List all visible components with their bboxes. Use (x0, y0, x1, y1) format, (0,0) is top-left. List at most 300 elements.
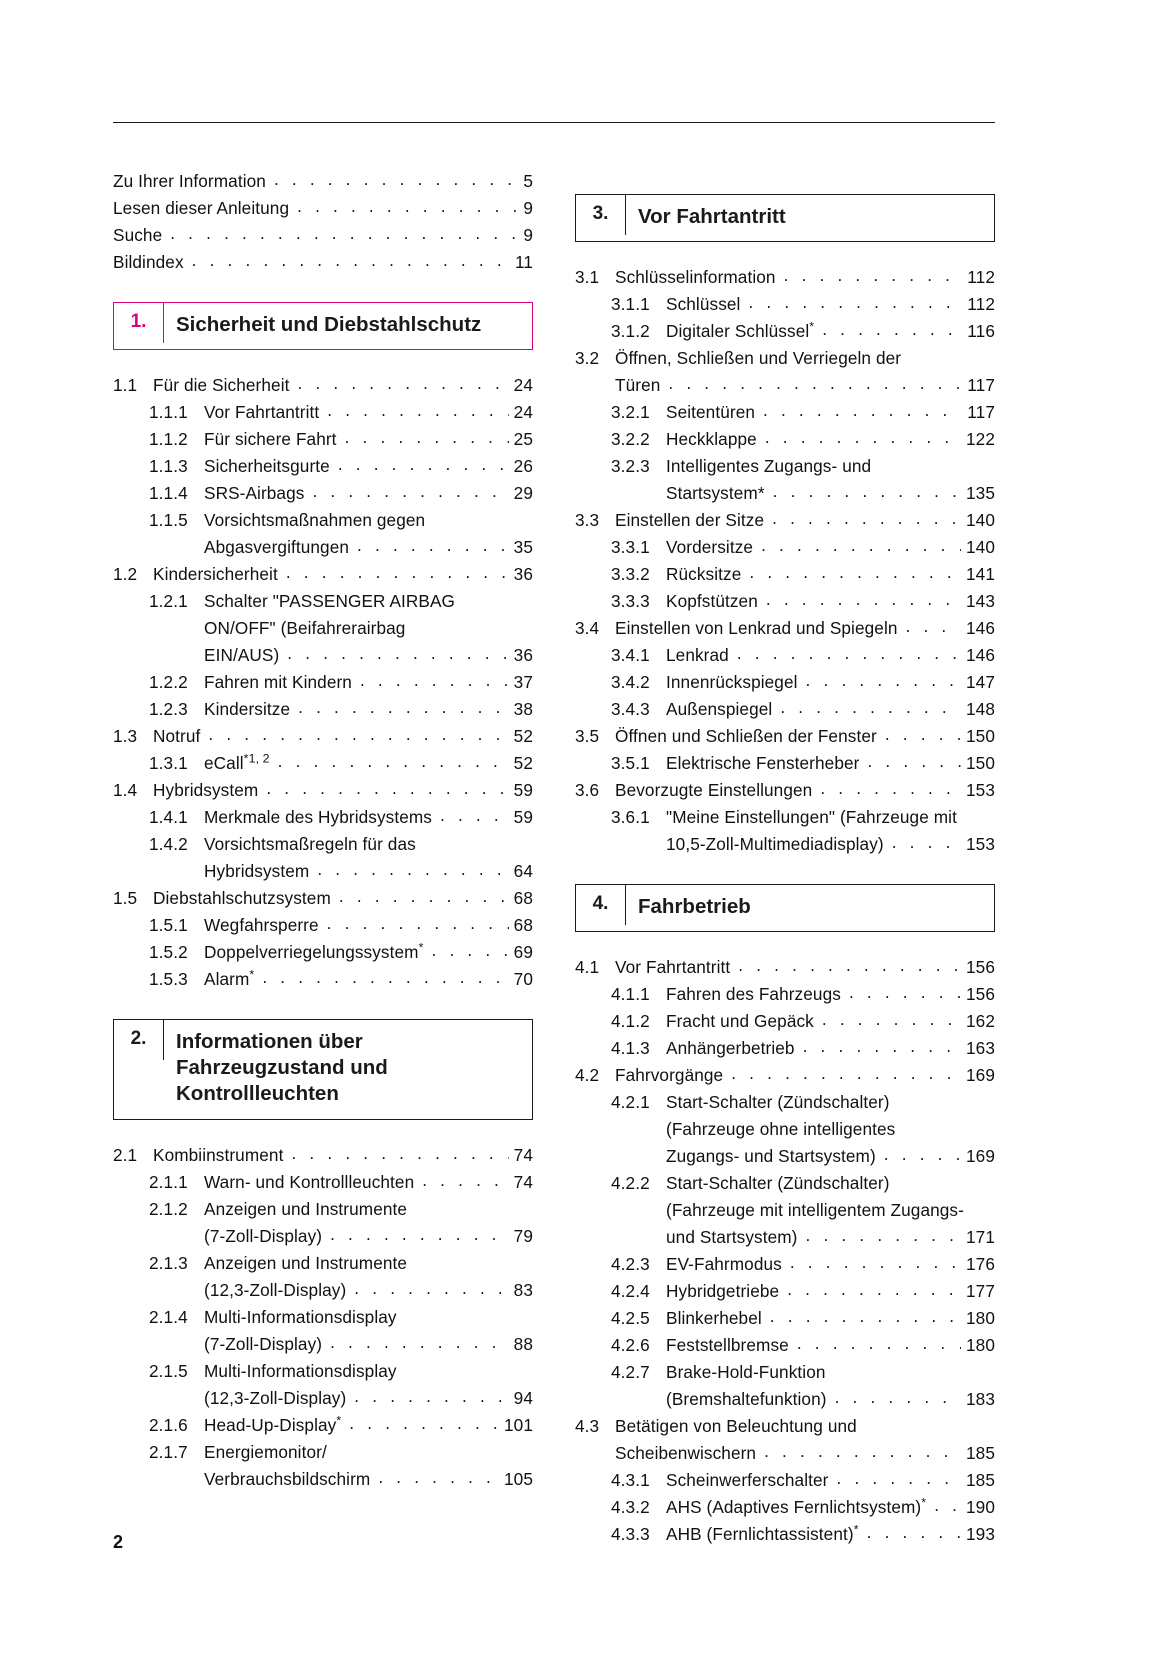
toc-entry-number: 3.4.2 (611, 672, 650, 692)
toc-leader-dots (330, 1329, 509, 1356)
toc-entry-number: 3.2.2 (611, 429, 650, 449)
footnote-marker: * (336, 1413, 342, 1428)
toc-entry-number: 4.2.5 (611, 1308, 650, 1328)
toc-entry-title: Schalter "PASSENGER AIRBAG (204, 591, 456, 611)
toc-entry-page: 163 (966, 1038, 995, 1058)
toc-entry[interactable] (575, 1170, 995, 1197)
toc-entry-title: Wegfahrsperre (204, 915, 319, 935)
chapter-title: Fahrbetrieb (638, 895, 751, 918)
toc-leader-dots (773, 478, 961, 505)
toc-entry-page: 153 (966, 780, 995, 800)
toc-leader-dots (266, 775, 508, 802)
toc-entry-page: 79 (513, 1226, 533, 1246)
toc-entry-title: Energiemonitor/ (204, 1442, 327, 1462)
toc-entry-number: 3.5.1 (611, 753, 650, 773)
toc-entry-page: 183 (966, 1389, 995, 1409)
toc-leader-dots (806, 1222, 962, 1249)
front-matter-list (113, 168, 533, 276)
toc-entry[interactable] (575, 723, 995, 750)
toc-entry-title: Suche (113, 225, 163, 245)
toc-entry-number: 1.3.1 (149, 753, 188, 773)
toc-entry-continuation[interactable] (575, 480, 995, 507)
toc-entry-number: 4.2 (575, 1065, 600, 1085)
toc-entry-page: 35 (513, 537, 533, 557)
toc-entry-title: Anhängerbetrieb (666, 1038, 795, 1058)
toc-entry[interactable] (575, 588, 995, 615)
toc-leader-dots (354, 1383, 508, 1410)
toc-entry-title: Scheibenwischern (615, 1443, 757, 1463)
toc-entry[interactable] (575, 291, 995, 318)
toc-entry-title: SRS-Airbags (204, 483, 305, 503)
toc-entry[interactable] (575, 981, 995, 1008)
toc-entry[interactable] (575, 642, 995, 669)
toc-entry-page: 52 (513, 753, 533, 773)
toc-entry-page: 26 (513, 456, 533, 476)
toc-leader-dots (787, 1276, 961, 1303)
toc-entry-title: und Startsystem) (666, 1227, 798, 1247)
toc-entry-number: 3.3.1 (611, 537, 650, 557)
toc-entry-title: Warn- und Kontrollleuchten (204, 1172, 415, 1192)
toc-entry-number: 3.2.3 (611, 456, 650, 476)
toc-entry-number: 4.1.3 (611, 1038, 650, 1058)
toc-entry-number: 3.1.1 (611, 294, 650, 314)
toc-entry-page: 69 (513, 942, 533, 962)
toc-entry[interactable] (575, 1035, 995, 1062)
toc-entry-title: Abgasvergiftungen (204, 537, 350, 557)
toc-entry-page: 117 (967, 375, 995, 395)
toc-entry-number: 1.3 (113, 726, 138, 746)
toc-entry-title: Fahrvorgänge (615, 1065, 724, 1085)
toc-entry-title: Multi-Informationsdisplay (204, 1361, 397, 1381)
toc-leader-dots (892, 829, 961, 856)
toc-column-left (113, 168, 533, 1548)
chapter-title: Informationen über Fahrzeugzustand und Kontrollleuchten (176, 1030, 388, 1105)
toc-entry-title: Heckklappe (666, 429, 757, 449)
toc-entry-page: 83 (513, 1280, 533, 1300)
toc-entry-page: 101 (504, 1415, 533, 1435)
toc-entry[interactable] (575, 696, 995, 723)
toc-entry[interactable] (575, 318, 995, 345)
toc-entry-title: Kombiinstrument (153, 1145, 284, 1165)
toc-entry-title: Fahren des Fahrzeugs (666, 984, 841, 1004)
toc-entry-continuation[interactable] (113, 642, 533, 669)
toc-entry-page: 150 (966, 726, 995, 746)
toc-entry-title: Sicherheitsgurte (204, 456, 330, 476)
toc-entry-number: 3.4.3 (611, 699, 650, 719)
toc-entry[interactable] (113, 1196, 533, 1223)
toc-entry-page: 162 (966, 1011, 995, 1031)
toc-entry[interactable] (113, 912, 533, 939)
toc-entry-continuation[interactable] (113, 1277, 533, 1304)
toc-entry-title: Vor Fahrtantritt (204, 402, 320, 422)
toc-entry-number: 3.3 (575, 510, 600, 530)
toc-entry-title: Vordersitze (666, 537, 754, 557)
toc-leader-dots (330, 1221, 509, 1248)
toc-entry[interactable] (113, 669, 533, 696)
toc-leader-dots (749, 559, 961, 586)
toc-leader-dots (763, 397, 962, 424)
toc-entry-number: 1.5.2 (149, 942, 188, 962)
toc-entry-title: Einstellen der Sitze (615, 510, 765, 530)
toc-entry-number: 1.2.2 (149, 672, 188, 692)
chapter-header-1[interactable] (113, 302, 533, 350)
toc-entry[interactable] (113, 1250, 533, 1277)
toc-entry[interactable] (113, 723, 533, 750)
toc-entry-title: eCall$^{*1, 2}$ (204, 751, 270, 773)
footnote-marker: *1, 2 (243, 751, 270, 766)
toc-leader-dots (738, 952, 961, 979)
toc-entry-page: 105 (504, 1469, 533, 1489)
toc-entry-number: 2.1.3 (149, 1253, 188, 1273)
toc-entry[interactable] (113, 777, 533, 804)
toc-entry-continuation[interactable] (575, 1440, 995, 1467)
chapter-header-2[interactable] (113, 1019, 533, 1120)
toc-entry-number: 1.5.3 (149, 969, 188, 989)
toc-entry-number: 1.1.3 (149, 456, 188, 476)
toc-entry-title: Notruf (153, 726, 201, 746)
toc-entry[interactable] (113, 1304, 533, 1331)
toc-entry-title: Für die Sicherheit (153, 375, 290, 395)
toc-entry-page: 68 (513, 915, 533, 935)
toc-entry-number: 4.3 (575, 1416, 600, 1436)
toc-entry-page: 52 (513, 726, 533, 746)
toc-entry-continuation[interactable] (113, 858, 533, 885)
toc-leader-dots (737, 640, 961, 667)
toc-entry-number: 4.2.7 (611, 1362, 650, 1382)
toc-entry-page: 112 (967, 267, 995, 287)
toc-entry-continuation[interactable] (575, 1224, 995, 1251)
toc-entry-title: Blinkerhebel (666, 1308, 762, 1328)
toc-entry-title: Scheinwerferschalter (666, 1470, 829, 1490)
chapter-entries-1 (113, 372, 533, 993)
toc-entry[interactable] (113, 939, 533, 966)
toc-entry[interactable] (575, 264, 995, 291)
toc-entry-title: EV-Fahrmodus (666, 1254, 782, 1274)
toc-leader-dots (885, 721, 961, 748)
toc-entry[interactable] (575, 561, 995, 588)
toc-entry-continuation[interactable] (575, 1116, 995, 1143)
toc-entry-page: 169 (966, 1065, 995, 1085)
toc-leader-dots (298, 370, 509, 397)
toc-entry-title: EIN/AUS) (204, 645, 280, 665)
toc-entry-number: 1.5.1 (149, 915, 188, 935)
toc-entry-page: 180 (966, 1308, 995, 1328)
toc-columns (113, 168, 995, 1548)
toc-entry-number: 2.1.4 (149, 1307, 188, 1327)
toc-leader-dots (354, 1275, 508, 1302)
toc-entry-title: Diebstahlschutzsystem (153, 888, 331, 908)
toc-entry-page: 94 (513, 1388, 533, 1408)
toc-entry-title: Startsystem* (666, 483, 765, 503)
toc-entry-page: 146 (966, 618, 995, 638)
toc-entry[interactable] (575, 669, 995, 696)
toc-entry-title: Verbrauchsbildschirm (204, 1469, 371, 1489)
toc-leader-dots (772, 505, 961, 532)
toc-entry-page: 190 (966, 1497, 995, 1517)
toc-entry-continuation[interactable] (575, 372, 995, 399)
toc-entry[interactable] (575, 1251, 995, 1278)
toc-entry-page: 140 (966, 537, 995, 557)
toc-entry-page: 176 (966, 1254, 995, 1274)
toc-entry-number: 3.3.2 (611, 564, 650, 584)
toc-entry-number: 3.4.1 (611, 645, 650, 665)
toc-entry[interactable] (575, 345, 995, 372)
toc-entry-number: 4.3.3 (611, 1524, 650, 1544)
toc-entry-page: 64 (513, 861, 533, 881)
toc-entry-page: 9 (523, 225, 533, 245)
chapter-number: 4. (576, 885, 626, 925)
toc-entry[interactable] (575, 777, 995, 804)
toc-entry-title: Intelligentes Zugangs- und (666, 456, 872, 476)
toc-entry[interactable] (575, 453, 995, 480)
toc-entry-title: Schlüsselinformation (615, 267, 776, 287)
toc-entry-title: Öffnen, Schließen und Verriegeln der (615, 348, 902, 368)
toc-entry[interactable] (113, 750, 533, 777)
toc-entry-title: Start-Schalter (Zündschalter) (666, 1173, 890, 1193)
toc-entry-page: 147 (966, 672, 995, 692)
front-matter-entry[interactable] (113, 168, 533, 195)
toc-entry-page: 171 (966, 1227, 995, 1247)
toc-entry[interactable] (575, 1278, 995, 1305)
toc-entry[interactable] (113, 453, 533, 480)
toc-entry-number: 4.1.2 (611, 1011, 650, 1031)
toc-entry-title: Start-Schalter (Zündschalter) (666, 1092, 890, 1112)
toc-entry[interactable] (575, 1089, 995, 1116)
toc-entry-continuation[interactable] (575, 1386, 995, 1413)
toc-entry[interactable] (113, 1439, 533, 1466)
toc-entry-continuation[interactable] (575, 1143, 995, 1170)
toc-entry-continuation[interactable] (113, 1223, 533, 1250)
toc-entry-title: "Meine Einstellungen" (Fahrzeuge mit (666, 807, 957, 827)
toc-leader-dots (906, 613, 961, 640)
chapter-header-3[interactable] (575, 194, 995, 242)
toc-entry-title: Einstellen von Lenkrad und Spiegeln (615, 618, 898, 638)
toc-entry[interactable] (575, 399, 995, 426)
toc-entry[interactable] (113, 1169, 533, 1196)
toc-entry[interactable] (575, 1008, 995, 1035)
toc-entry[interactable] (575, 1062, 995, 1089)
toc-entry-title: Lenkrad (666, 645, 729, 665)
toc-entry-page: 156 (966, 957, 995, 977)
toc-entry-title: (Bremshaltefunktion) (666, 1389, 827, 1409)
toc-entry[interactable] (575, 804, 995, 831)
toc-entry-page: 68 (513, 888, 533, 908)
toc-leader-dots (360, 667, 509, 694)
toc-entry[interactable] (575, 1305, 995, 1332)
toc-entry-continuation[interactable] (575, 831, 995, 858)
toc-entry-title: Hybridgetriebe (666, 1281, 780, 1301)
toc-entry-title: (Fahrzeuge mit intelligentem Zugangs- (666, 1200, 964, 1220)
toc-entry-title: Betätigen von Beleuchtung und (615, 1416, 857, 1436)
toc-entry-page: 24 (513, 402, 533, 422)
toc-entry-page: 11 (514, 252, 533, 272)
toc-entry[interactable] (575, 507, 995, 534)
toc-leader-dots (357, 532, 509, 559)
toc-entry[interactable] (575, 1494, 995, 1521)
toc-entry[interactable] (113, 561, 533, 588)
toc-entry[interactable] (113, 426, 533, 453)
front-matter-entry[interactable] (113, 222, 533, 249)
toc-entry[interactable] (575, 1359, 995, 1386)
toc-column-right (575, 168, 995, 1548)
toc-entry-page: 156 (966, 984, 995, 1004)
toc-leader-dots (765, 424, 961, 451)
toc-entry-title: Merkmale des Hybridsystems (204, 807, 433, 827)
toc-entry-title: Innenrückspiegel (666, 672, 798, 692)
toc-entry[interactable] (113, 966, 533, 993)
toc-entry-number: 1.2 (113, 564, 138, 584)
toc-leader-dots (764, 1438, 961, 1465)
toc-entry-title: Vor Fahrtantritt (615, 957, 731, 977)
chapter-entries-3 (575, 264, 995, 858)
toc-entry-page: 122 (966, 429, 995, 449)
toc-entry-page: 70 (513, 969, 533, 989)
toc-entry[interactable] (575, 534, 995, 561)
toc-entry-continuation[interactable] (113, 1331, 533, 1358)
chapter-entries-4 (575, 954, 995, 1548)
toc-entry-title: Außenspiegel (666, 699, 773, 719)
toc-entry-page: 59 (513, 807, 533, 827)
toc-leader-dots (274, 166, 518, 193)
toc-entry[interactable] (113, 480, 533, 507)
toc-entry-page: 9 (523, 198, 533, 218)
toc-entry[interactable] (575, 954, 995, 981)
toc-entry-page: 141 (966, 564, 995, 584)
toc-entry-page: 143 (966, 591, 995, 611)
toc-entry-number: 3.6 (575, 780, 600, 800)
toc-entry-title: AHS (Adaptives Fernlichtsystem)* (666, 1495, 927, 1517)
toc-entry-title: 10,5-Zoll-Multimediadisplay) (666, 834, 884, 854)
toc-leader-dots (192, 247, 510, 274)
toc-entry[interactable] (575, 615, 995, 642)
toc-leader-dots (345, 424, 509, 451)
toc-entry-title: Hybridsystem (204, 861, 310, 881)
toc-leader-dots (297, 193, 518, 220)
footnote-marker: * (809, 319, 815, 334)
toc-leader-dots (298, 694, 509, 721)
toc-entry-title: Feststellbremse (666, 1335, 789, 1355)
toc-entry-page: 169 (966, 1146, 995, 1166)
toc-entry-title: Kopfstützen (666, 591, 758, 611)
toc-entry-number: 4.2.1 (611, 1092, 650, 1112)
toc-entry-page: 193 (966, 1524, 995, 1544)
page-number: 2 (113, 1532, 124, 1552)
toc-entry-continuation[interactable] (575, 1197, 995, 1224)
toc-entry-page: 25 (513, 429, 533, 449)
toc-entry-continuation[interactable] (113, 534, 533, 561)
toc-entry-continuation[interactable] (113, 1385, 533, 1412)
toc-entry-page: 88 (513, 1334, 533, 1354)
toc-entry[interactable] (575, 1413, 995, 1440)
toc-entry-number: 3.2 (575, 348, 600, 368)
toc-entry-number: 1.4.2 (149, 834, 188, 854)
toc-entry[interactable] (113, 507, 533, 534)
toc-entry-title: Kindersitze (204, 699, 291, 719)
toc-leader-dots (766, 586, 961, 613)
toc-entry-title: Türen (615, 375, 661, 395)
toc-entry-number: 3.2.1 (611, 402, 650, 422)
toc-entry[interactable] (113, 804, 533, 831)
toc-entry-page: 185 (966, 1470, 995, 1490)
toc-entry-title: ON/OFF" (Beifahrerairbag (204, 618, 406, 638)
toc-leader-dots (780, 694, 961, 721)
toc-entry-page: 36 (513, 645, 533, 665)
toc-entry-number: 2.1.5 (149, 1361, 188, 1381)
toc-entry-number: 4.3.1 (611, 1470, 650, 1490)
toc-entry-number: 4.2.3 (611, 1254, 650, 1274)
toc-entry[interactable] (575, 1467, 995, 1494)
toc-entry-title: (7-Zoll-Display) (204, 1226, 323, 1246)
toc-entry[interactable] (113, 399, 533, 426)
toc-entry-page: 117 (967, 402, 995, 422)
toc-entry-title: Fracht und Gepäck (666, 1011, 814, 1031)
front-matter-entry[interactable] (113, 195, 533, 222)
toc-entry-title: AHB (Fernlichtassistent)* (666, 1522, 859, 1544)
chapter-entries-2 (113, 1142, 533, 1493)
toc-leader-dots (327, 910, 509, 937)
toc-entry-page: 5 (523, 171, 533, 191)
toc-entry-page: 112 (967, 294, 995, 314)
toc-entry-title: Lesen dieser Anleitung (113, 198, 290, 218)
toc-entry-number: 2.1.6 (149, 1415, 188, 1435)
toc-entry[interactable] (575, 1521, 995, 1548)
toc-entry-page: 180 (966, 1335, 995, 1355)
toc-entry[interactable] (575, 1332, 995, 1359)
toc-entry[interactable] (575, 750, 995, 777)
toc-entry-title: (12,3-Zoll-Display) (204, 1388, 347, 1408)
toc-entry[interactable] (113, 1142, 533, 1169)
toc-entry-continuation[interactable] (113, 1466, 533, 1493)
toc-leader-dots (797, 1330, 961, 1357)
toc-entry-continuation[interactable] (113, 615, 533, 642)
front-matter-entry[interactable] (113, 249, 533, 276)
toc-entry[interactable] (113, 372, 533, 399)
toc-entry[interactable] (113, 588, 533, 615)
header-rule (113, 122, 995, 123)
toc-entry[interactable] (113, 1412, 533, 1439)
toc-leader-dots (339, 883, 509, 910)
toc-entry-title: Schlüssel (666, 294, 741, 314)
toc-leader-dots (262, 964, 508, 991)
toc-entry-title: Brake-Hold-Funktion (666, 1362, 826, 1382)
toc-entry[interactable] (113, 831, 533, 858)
toc-entry[interactable] (113, 885, 533, 912)
toc-entry-number: 1.1.4 (149, 483, 188, 503)
toc-leader-dots (170, 220, 518, 247)
toc-entry-title: Digitaler Schlüssel* (666, 319, 815, 341)
toc-leader-dots (820, 775, 961, 802)
toc-entry[interactable] (113, 1358, 533, 1385)
chapter-title: Vor Fahrtantritt (638, 205, 786, 228)
toc-leader-dots (731, 1060, 961, 1087)
toc-entry[interactable] (575, 426, 995, 453)
toc-leader-dots (317, 856, 508, 883)
toc-leader-dots (761, 532, 961, 559)
chapter-header-4[interactable] (575, 884, 995, 932)
toc-entry-page: 29 (513, 483, 533, 503)
toc-leader-dots (422, 1167, 508, 1194)
toc-leader-dots (867, 1519, 961, 1546)
footnote-marker: * (853, 1522, 859, 1537)
toc-entry-page: 146 (966, 645, 995, 665)
toc-entry-number: 1.1.2 (149, 429, 188, 449)
toc-leader-dots (287, 640, 508, 667)
toc-entry[interactable] (113, 696, 533, 723)
toc-entry-title: (Fahrzeuge ohne intelligentes (666, 1119, 896, 1139)
toc-entry-title: Für sichere Fahrt (204, 429, 337, 449)
toc-leader-dots (867, 748, 961, 775)
toc-entry-title: Alarm* (204, 967, 255, 989)
